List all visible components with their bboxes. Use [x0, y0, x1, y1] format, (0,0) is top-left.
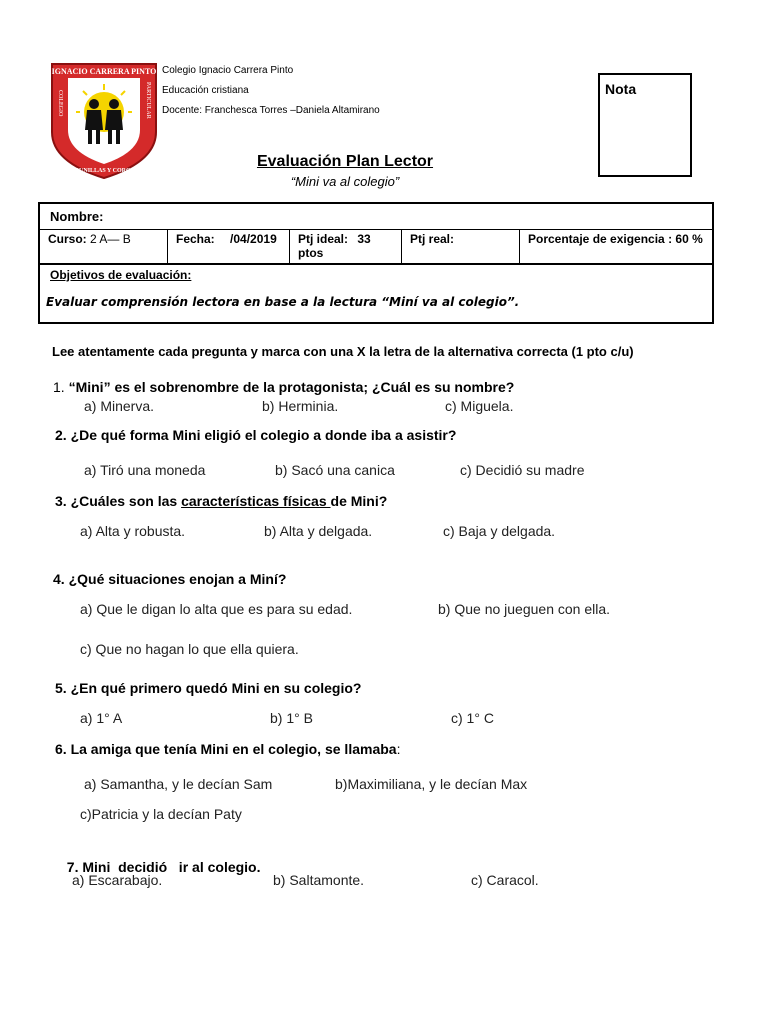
fecha-cell[interactable] — [168, 229, 290, 263]
curso-cell — [40, 229, 168, 263]
teachers: Docente: Franchesca Torres –Daniela Altamirano — [162, 105, 380, 116]
instructions: Lee atentamente cada pregunta y marca con una X la letra de la alternativa correcta (1 pto c/u) — [52, 344, 634, 359]
q7-option-c[interactable]: c) Caracol. — [471, 872, 539, 888]
fecha-label: Fecha: — [176, 232, 215, 246]
q7-option-b[interactable]: b) Saltamonte. — [273, 872, 365, 888]
nombre-row[interactable] — [40, 204, 712, 230]
ptj-ideal-value: 33 — [357, 232, 371, 246]
q2-option-b[interactable]: b) Sacó una canica — [275, 462, 395, 478]
school-name: Colegio Ignacio Carrera Pinto — [162, 65, 294, 76]
q1-option-c[interactable]: c) Miguela. — [445, 398, 514, 414]
nota-label: Nota — [605, 81, 637, 97]
q5-option-b[interactable]: b) 1° B — [270, 710, 313, 726]
logo-text-left: COLEGIO — [57, 90, 63, 117]
subject: Educación cristiana — [162, 85, 249, 96]
nombre-label: Nombre: — [50, 209, 104, 224]
fecha-value: /04/2019 — [230, 232, 277, 246]
ptj-ideal-label: Ptj ideal: — [298, 232, 349, 246]
q6-option-c[interactable]: c)Patricia y la decían Paty — [80, 806, 242, 822]
ptj-real-label: Ptj real: — [410, 232, 455, 246]
page-subtitle: “Mini va al colegio” — [290, 174, 400, 189]
question-4: 4. ¿Qué situaciones enojan a Miní? — [53, 571, 287, 587]
logo-text-right: PARTICULAR — [145, 82, 151, 119]
question-5: 5. ¿En qué primero quedó Mini en su colegio? — [55, 680, 362, 696]
q2-option-c[interactable]: c) Decidió su madre — [460, 462, 585, 478]
question-6: 6. La amiga que tenía Mini en el colegio, se llamaba: — [55, 741, 401, 757]
ptj-real-cell[interactable] — [402, 229, 520, 263]
q3-option-b[interactable]: b) Alta y delgada. — [264, 523, 373, 539]
curso-label: Curso: — [48, 232, 87, 246]
page-title: Evaluación Plan Lector — [256, 153, 434, 170]
q6-option-a[interactable]: a) Samantha, y le decían Sam — [84, 776, 273, 792]
ptj-ideal-unit: ptos — [298, 246, 324, 260]
question-2: 2. ¿De qué forma Mini eligió el colegio a donde iba a asistir? — [55, 427, 457, 443]
q1-option-b[interactable]: b) Herminia. — [262, 398, 339, 414]
ptj-ideal-cell — [290, 229, 402, 263]
q4-option-b[interactable]: b) Que no jueguen con ella. — [438, 601, 611, 617]
q2-option-a[interactable]: a) Tiró una moneda — [84, 462, 206, 478]
objetivo-text: Evaluar comprensión lectora en base a la lectura “Miní va al colegio”. — [46, 295, 520, 309]
porcentaje-cell — [520, 229, 714, 263]
details-row — [40, 229, 712, 265]
q3-option-c[interactable]: c) Baja y delgada. — [443, 523, 556, 539]
q5-option-c[interactable]: c) 1° C — [451, 710, 494, 726]
info-box — [38, 202, 714, 324]
curso-value: 2 A— B — [90, 232, 131, 246]
q7-option-a[interactable]: a) Escarabajo. — [72, 872, 163, 888]
question-3: 3. ¿Cuáles son las características físicas de Mini? — [55, 493, 388, 509]
q3-option-a[interactable]: a) Alta y robusta. — [80, 523, 186, 539]
question-7: 7. Mini decidió ir al colegio. — [66, 859, 261, 875]
q4-option-c[interactable]: c) Que no hagan lo que ella quiera. — [80, 641, 299, 657]
q5-option-a[interactable]: a) 1° A — [80, 710, 123, 726]
question-1: 1. “Mini” es el sobrenombre de la protagonista; ¿Cuál es su nombre? — [53, 379, 515, 395]
objetivos-label: Objetivos de evaluación: — [50, 268, 192, 282]
q6-option-b[interactable]: b)Maximiliana, y le decían Max — [335, 776, 528, 792]
logo-text-top: IGNACIO CARRERA PINTO — [51, 67, 157, 76]
logo-text-bottom: LAGUNILLAS Y COROSEL — [66, 168, 142, 174]
q1-option-a[interactable]: a) Minerva. — [84, 398, 155, 414]
porcentaje-text: Porcentaje de exigencia : 60 % — [528, 232, 703, 246]
q4-option-a[interactable]: a) Que le digan lo alta que es para su edad. — [80, 601, 353, 617]
